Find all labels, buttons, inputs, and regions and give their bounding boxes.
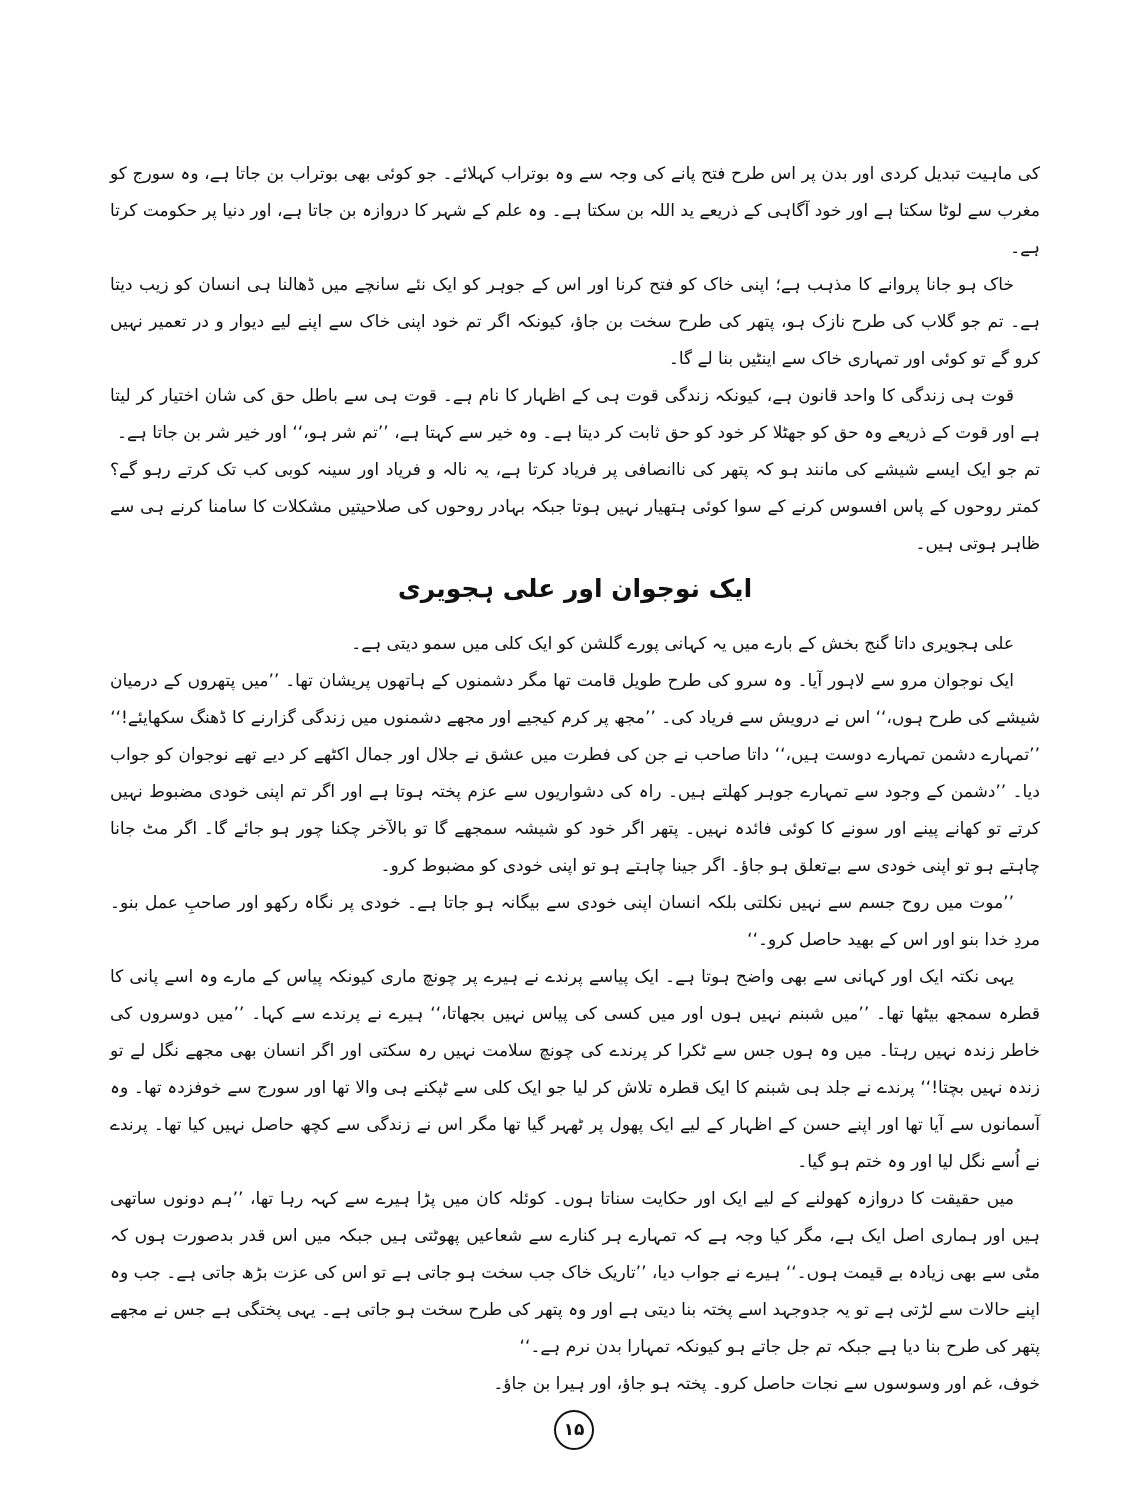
story-text — [110, 626, 1040, 1403]
story-paragraph-2: ایک نوجوان مرو سے لاہور آیا۔ وہ سرو کی طرح طویل قامت تھا مگر دشمنوں کے ہاتھوں پریشان تھا۔ ’’میں پتھروں کے درمیان شیشے کی طرح ہوں،‘‘ اس نے درویش سے فریاد کی۔ ’’مجھ پر کرم کیجیے اور مجھے دشمنوں میں زندگی گزارنے کا ڈھنگ سکھایئے!‘‘ — [110, 671, 1040, 728]
story-paragraph-1: علی ہجویری داتا گنج بخش کے بارے میں یہ کہانی پورے گلشن کو ایک کلی میں سمو دیتی ہے۔ — [351, 634, 1014, 654]
page-number: ۱۵ — [563, 1420, 585, 1440]
story-paragraph-4: ’’موت میں روح جسم سے نہیں نکلتی بلکہ انسان اپنی خودی سے بیگانہ ہو جاتا ہے۔ خودی پر نگاہ رکھو اور صاحبِ عمل بنو۔ مردِ خدا بنو اور اس کے بھید حاصل کرو۔‘‘ — [110, 893, 1040, 950]
page-number-badge — [554, 1410, 594, 1450]
story-paragraph-5: یہی نکتہ ایک اور کہانی سے بھی واضح ہوتا ہے۔ ایک پیاسے پرندے نے ہیرے پر چونچ ماری کیونکہ پیاس کے مارے وہ اسے پانی کا قطرہ سمجھ بیٹھا تھا۔ ’’میں شبنم نہیں ہوں اور میں کسی کی پیاس نہیں بجھاتا،‘‘ ہیرے نے پرندے سے کہا۔ ’’میں دوسروں کی خاطر زندہ نہیں رہتا۔ میں وہ ہوں جس سے ٹکرا کر پرندے کی چونچ سلامت نہیں رہ سکتی اور اگر انسان بھی مجھے نگل لے تو زندہ نہیں بچتا!‘‘ پرندے نے جلد ہی شبنم کا ایک قطرہ تلاش کر لیا جو ایک کلی سے ٹپکنے ہی والا تھا اور سورج سے خوفزدہ تھا۔ وہ آسمانوں سے آیا تھا اور اپنے حسن کے اظہار کے لیے ایک پھول پر ٹھہر گیا تھا مگر اس نے زندگی سے کچھ حاصل نہیں کیا تھا۔ پرندے نے اُسے نگل لیا اور وہ ختم ہو گیا۔ — [110, 967, 1040, 1172]
intro-paragraph-4: تم جو ایک ایسے شیشے کی مانند ہو کہ پتھر کی ناانصافی پر فریاد کرتا ہے، یہ نالہ و فریاد اور سینہ کوبی کب تک کرتے رہو گے؟ کمتر روحوں کے پاس افسوس کرنے کے سوا کوئی ہتھیار نہیں ہوتا جبکہ بہادر روحوں کی صلاحیتیں مشکلات کا سامنا کرنے ہی سے ظاہر ہوتی ہیں۔ — [110, 460, 1040, 554]
intro-paragraph-3: قوت ہی زندگی کا واحد قانون ہے، کیونکہ زندگی قوت ہی کے اظہار کا نام ہے۔ قوت ہی سے باطل حق کی شان اختیار کر لیتا ہے اور قوت کے ذریعے وہ حق کو جھٹلا کر خود کو حق ثابت کر دیتا ہے۔ وہ خیر سے کہتا ہے، ’’تم شر ہو،‘‘ اور خیر شر بن جاتا ہے۔ — [110, 386, 1040, 443]
story-paragraph-6: میں حقیقت کا دروازہ کھولنے کے لیے ایک اور حکایت سناتا ہوں۔ کوئلہ کان میں پڑا ہیرے سے کہہ رہا تھا، ’’ہم دونوں ساتھی ہیں اور ہماری اصل ایک ہے، مگر کیا وجہ ہے کہ تمہارے ہر کنارے سے شعاعیں پھوٹتی ہیں جبکہ میں اس قدر بدصورت ہوں کہ مٹی سے بھی زیادہ بے قیمت ہوں۔‘‘ ہیرے نے جواب دیا، ’’تاریک خاک جب سخت ہو جاتی ہے تو اس کی عزت بڑھ جاتی ہے۔ جب وہ اپنے حالات سے لڑتی ہے تو یہ جدوجہد اسے پختہ بنا دیتی ہے اور وہ پتھر کی طرح سخت ہو جاتی ہے۔ یہی پختگی ہے جس نے مجھے پتھر کی طرح بنا دیا ہے جبکہ تم جل جاتے ہو کیونکہ تمہارا بدن نرم ہے۔‘‘ — [110, 1189, 1040, 1357]
section-heading: ایک نوجوان اور علی ہجویری — [397, 573, 753, 603]
intro-text — [110, 156, 1040, 563]
intro-paragraph-2: خاک ہو جانا پروانے کا مذہب ہے؛ اپنی خاک کو فتح کرنا اور اس کے جوہر کو ایک نئے سانچے میں ڈھالنا ہی انسان کو زیب دیتا ہے۔ تم جو گلاب کی طرح نازک ہو، پتھر کی طرح سخت بن جاؤ، کیونکہ اگر تم خود اپنی خاک سے اپنے لیے دیوار و در تعمیر نہیں کرو گے تو کوئی اور تمہاری خاک سے اینٹیں بنا لے گا۔ — [110, 275, 1040, 369]
story-paragraph-7: خوف، غم اور وسوسوں سے نجات حاصل کرو۔ پختہ ہو جاؤ، اور ہیرا بن جاؤ۔ — [493, 1374, 1040, 1394]
intro-paragraph-1: کی ماہیت تبدیل کردی اور بدن پر اس طرح فتح پانے کی وجہ سے وہ بوتراب کہلائے۔ جو کوئی بھی بوتراب بن جاتا ہے، وہ سورج کو مغرب سے لوٹا سکتا ہے اور خود آگاہی کے ذریعے ید اللہ بن سکتا ہے۔ وہ علم کے شہر کا دروازہ بن جاتا ہے، اور دنیا پر حکومت کرتا ہے۔ — [110, 164, 1040, 258]
story-paragraph-3: ’’تمہارے دشمن تمہارے دوست ہیں،‘‘ داتا صاحب نے جن کی فطرت میں عشق نے جلال اور جمال اکٹھے کر دیے تھے نوجوان کو جواب دیا۔ ’’دشمن کے وجود سے تمہارے جوہر کھلتے ہیں۔ راہ کی دشواریوں سے عزم پختہ ہوتا ہے اور اگر تم اپنی خودی مضبوط نہیں کرتے تو کھانے پینے اور سونے کا کوئی فائدہ نہیں۔ پتھر اگر خود کو شیشہ سمجھے گا تو بالآخر چکنا چور ہو جائے گا۔ اگر مٹ جانا چاہتے ہو تو اپنی خودی سے بےتعلق ہو جاؤ۔ اگر جینا چاہتے ہو تو اپنی خودی کو مضبوط کرو۔ — [110, 745, 1040, 876]
